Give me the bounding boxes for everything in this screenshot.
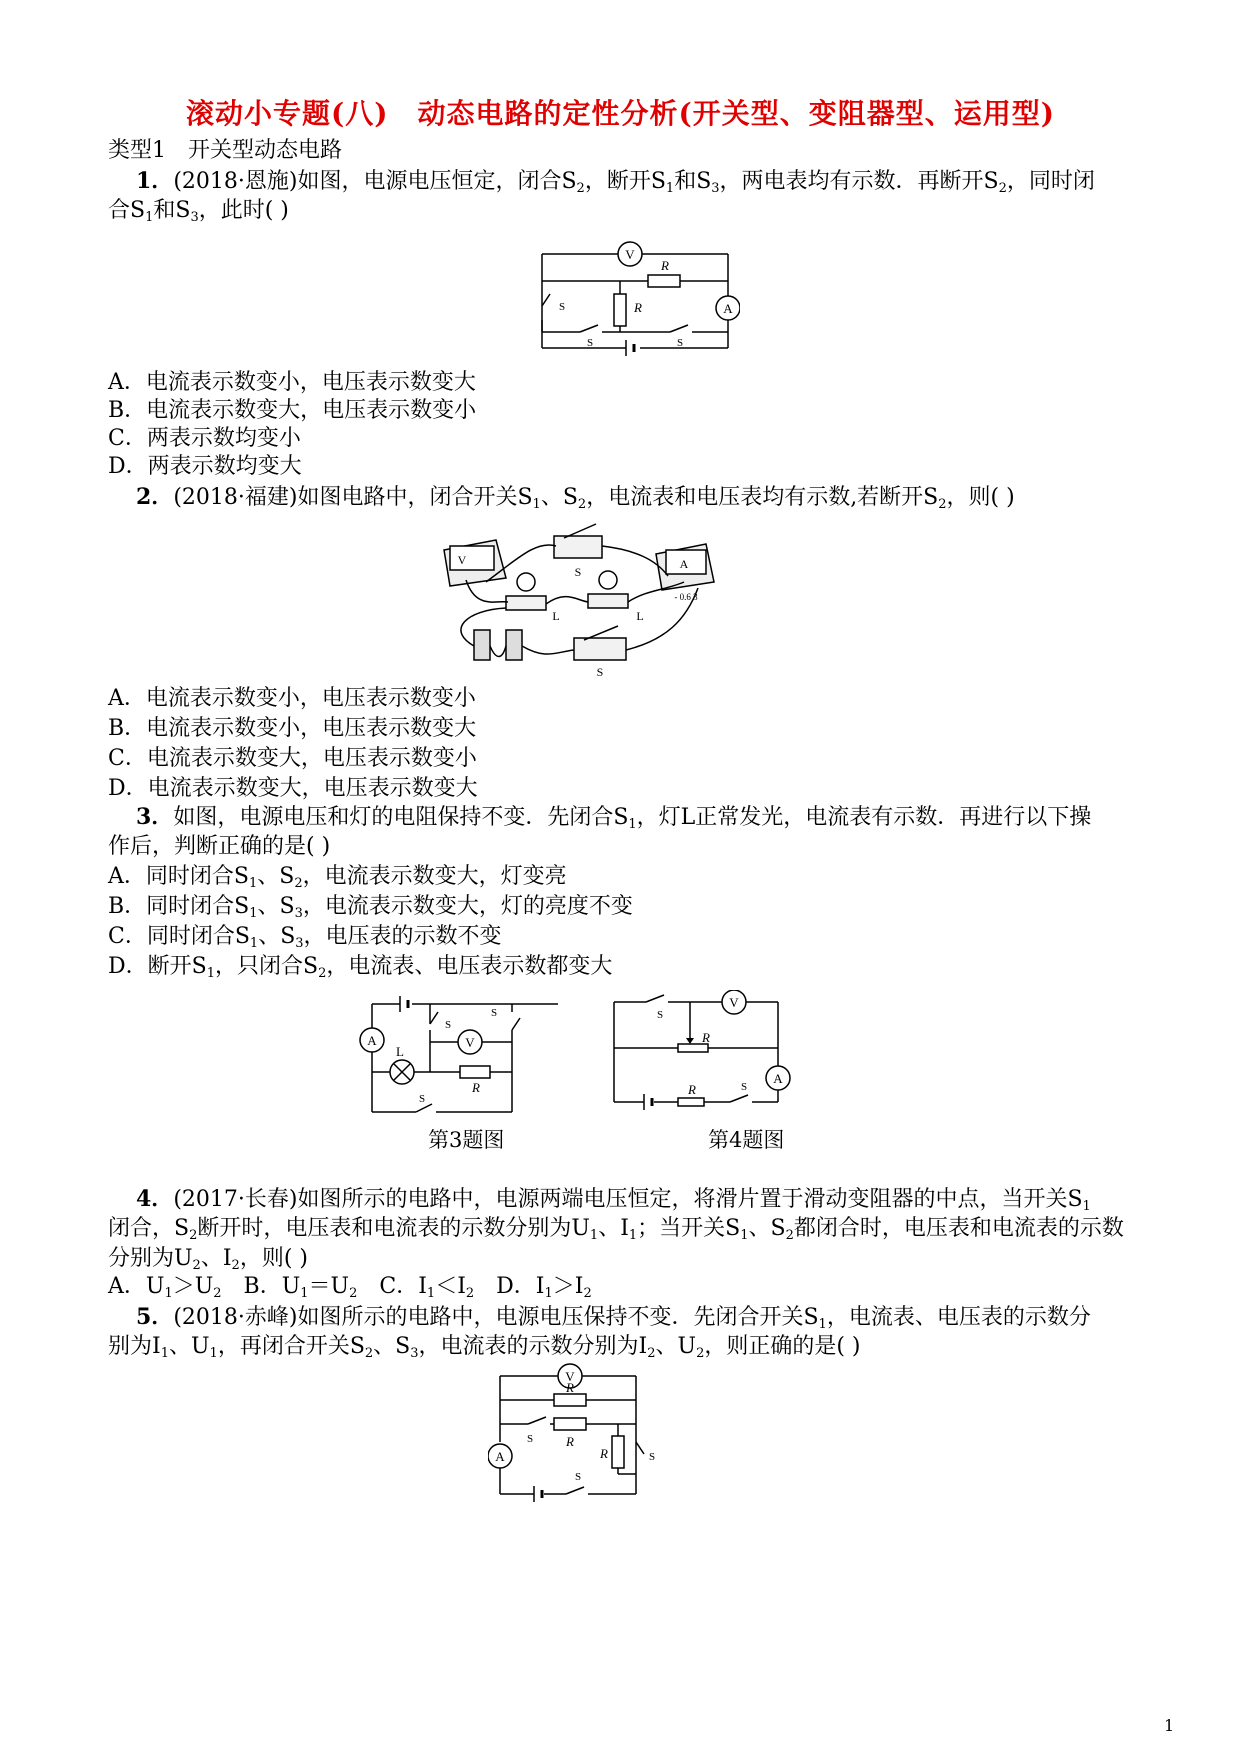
q4-text: ，则( ): [239, 1246, 308, 1271]
sub: 1: [589, 1228, 599, 1243]
sub: 2: [998, 181, 1007, 196]
q3-text: 、S: [258, 924, 296, 949]
resistor-R: [648, 275, 680, 287]
sub: 2: [294, 876, 303, 891]
q4-text: 、S: [748, 1216, 786, 1241]
q4-text: ；当开关S: [637, 1216, 741, 1241]
lamp-L2: [588, 594, 628, 608]
sub: 2: [349, 1286, 358, 1301]
s1-label: S: [574, 1471, 582, 1483]
q5-circuit-diagram: [488, 1362, 678, 1502]
r1-label: R: [566, 1434, 574, 1449]
q4-options[interactable]: [108, 1272, 592, 1302]
sub: 2: [785, 1228, 794, 1243]
q3-stem-line2: 作后，判断正确的是( ): [108, 834, 331, 859]
q1-option-b[interactable]: B．电流表示数变大，电压表示数变小: [108, 398, 477, 423]
q4-source: (2017·长春): [173, 1187, 298, 1212]
sub: 1: [628, 1228, 638, 1243]
q3-text: 如图，电源电压和灯的电阻保持不变．先闭合S: [173, 805, 629, 830]
q1-stem-line1: [136, 166, 1095, 197]
q3-option-b[interactable]: [108, 892, 633, 922]
switch-S2: [554, 536, 602, 558]
sub: 3: [294, 906, 303, 921]
s2-label: S: [656, 1009, 664, 1021]
q1-text: ，此时( ): [198, 198, 289, 223]
voltmeter-label: V: [625, 247, 635, 262]
voltmeter-label: V: [565, 1369, 575, 1384]
q1-text: ，两电表均有示数．再断开S: [719, 169, 999, 194]
q5-stem-line1: [136, 1302, 1091, 1333]
q4-stem-line3: [108, 1244, 308, 1274]
q4-option-b[interactable]: B．U: [221, 1274, 301, 1299]
l1-label: L: [552, 609, 560, 623]
r-label: R: [702, 1030, 710, 1045]
q4-text: 闭合，S: [108, 1216, 190, 1241]
voltmeter-label: V: [457, 553, 467, 567]
battery-1: [474, 630, 490, 660]
q3-text: B．同时闭合S: [108, 894, 250, 919]
q3-text: C．同时闭合S: [108, 924, 250, 949]
q3-stem-line1: [136, 802, 1091, 833]
sub: 1: [818, 1317, 827, 1332]
q4-text: 、I: [200, 1246, 232, 1271]
sub: 1: [665, 181, 675, 196]
sub: 3: [410, 1346, 419, 1361]
s1-label: S: [444, 1019, 452, 1031]
sub: 2: [231, 1258, 240, 1273]
q5-text: ，再闭合开关S: [217, 1334, 365, 1359]
q2-physical-circuit-picture: [436, 520, 786, 680]
s1-label: S: [558, 301, 566, 313]
q4-stem-line2: [108, 1214, 1124, 1244]
sub: 2: [364, 1346, 374, 1361]
q3-option-a[interactable]: [108, 862, 567, 892]
q4-text: 如图所示的电路中，电源两端电压恒定，将滑片置于滑动变阻器的中点，当开关S: [297, 1187, 1083, 1212]
s1-label: S: [596, 665, 604, 679]
sub: 2: [938, 497, 947, 512]
q1-option-d[interactable]: D．两表示数均变大: [108, 454, 302, 479]
q2-text: 、S: [540, 485, 578, 510]
q3-option-c[interactable]: [108, 922, 502, 952]
s3-label: S: [676, 337, 684, 349]
q2-text: ，电流表和电压表均有示数,若断开S: [586, 485, 939, 510]
sub: 2: [696, 1346, 705, 1361]
r1-label: R: [634, 300, 642, 315]
sub: 2: [576, 181, 585, 196]
q4-option-a[interactable]: A．U: [108, 1274, 165, 1299]
q3-text: 、S: [257, 864, 295, 889]
voltmeter-icon: [450, 546, 494, 570]
resistor-R1: [554, 1418, 586, 1430]
sub: 3: [711, 181, 720, 196]
q4-text: 、I: [598, 1216, 629, 1241]
q4-text: 断开时，电压表和电流表的示数分别为U: [197, 1216, 590, 1241]
q3-option-d[interactable]: [108, 952, 612, 982]
q5-text: ，电流表的示数分别为I: [418, 1334, 648, 1359]
q3-text: ，电流表示数变大，灯的亮度不变: [302, 894, 633, 919]
ammeter-label: A: [773, 1071, 783, 1086]
sub: 1: [209, 1346, 218, 1361]
sub: 3: [295, 936, 304, 951]
q4-text: ＞U: [172, 1274, 214, 1299]
q4-text: ＞I: [552, 1274, 584, 1299]
sub: 1: [249, 936, 259, 951]
sub: 1: [248, 876, 258, 891]
q1-number: 1．: [136, 168, 174, 194]
voltmeter-label: V: [729, 995, 739, 1010]
q4-text: 都闭合时，电压表和电流表的示数: [793, 1216, 1124, 1241]
q3-caption: 第3题图: [428, 1128, 505, 1152]
q4-text: ＜I: [435, 1274, 466, 1299]
q2-option-b[interactable]: B．电流表示数变小，电压表示数变大: [108, 716, 477, 741]
ammeter-label: A: [367, 1033, 377, 1048]
q2-option-c[interactable]: C．电流表示数变大，电压表示数变小: [108, 746, 477, 771]
q3-text: A．同时闭合S: [108, 864, 249, 889]
q3-text: ，只闭合S: [215, 954, 319, 979]
section-heading: 类型1 开关型动态电路: [108, 138, 342, 163]
s1-label: S: [740, 1081, 748, 1093]
sub: 1: [628, 817, 637, 832]
q4-text: ＝U: [308, 1274, 350, 1299]
q3-text: ，电流表示数变大，灯变亮: [302, 864, 567, 889]
r-label: R: [472, 1080, 480, 1095]
lamp-label: L: [396, 1044, 404, 1059]
sub: 1: [160, 1346, 169, 1361]
voltmeter-label: V: [465, 1035, 475, 1050]
q5-text: 、S: [373, 1334, 411, 1359]
q2-stem: [136, 482, 1015, 513]
sub: 2: [647, 1346, 656, 1361]
ammeter-label: A: [723, 301, 733, 316]
q1-text: 和S: [674, 169, 712, 194]
page-number: 1: [1164, 1716, 1175, 1735]
q5-text: 别为I: [108, 1334, 161, 1359]
q4-circuit-diagram: [606, 990, 816, 1114]
q4-text: 分别为U: [108, 1246, 193, 1271]
q2-source: (2018·福建): [173, 485, 298, 510]
q5-text: ，则正确的是( ): [704, 1334, 861, 1359]
battery-2: [506, 630, 522, 660]
rheostat-R: [678, 1044, 708, 1052]
r2-label: R: [600, 1446, 608, 1461]
sub: 2: [583, 1286, 592, 1301]
q2-option-d[interactable]: D．电流表示数变大，电压表示数变大: [108, 776, 478, 801]
resistor-R0: [678, 1098, 704, 1106]
q2-number: 2．: [136, 484, 174, 510]
sub: 1: [544, 1286, 553, 1301]
q1-text: 合S: [108, 198, 146, 223]
q1-text: 和S: [153, 198, 191, 223]
sub: 2: [318, 966, 327, 981]
q4-option-c[interactable]: C．I: [357, 1274, 427, 1299]
q4-option-d[interactable]: D．I: [474, 1274, 545, 1299]
q2-text: ，则( ): [946, 485, 1015, 510]
r-label: R: [661, 258, 669, 273]
ammeter-scale: - 0.6 3: [674, 592, 698, 602]
l2-label: L: [636, 609, 644, 623]
q4-caption: 第4题图: [708, 1128, 785, 1152]
sub: 1: [206, 966, 215, 981]
resistor-R1: [614, 294, 626, 326]
q4-number: 4．: [136, 1186, 174, 1212]
sub: 1: [249, 906, 258, 921]
q3-circuit-diagram: [352, 990, 578, 1124]
switch-S1: [574, 638, 626, 660]
q5-number: 5．: [136, 1304, 174, 1330]
sub: 1: [145, 210, 154, 225]
q3-text: 、S: [257, 894, 295, 919]
s2-label: S: [586, 337, 594, 349]
sub: 1: [426, 1286, 436, 1301]
q1-text: ，断开S: [584, 169, 666, 194]
sub: 1: [164, 1286, 173, 1301]
sub: 2: [577, 497, 587, 512]
sub: 1: [740, 1228, 749, 1243]
resistor-R3: [554, 1394, 586, 1406]
sub: 1: [300, 1286, 309, 1301]
sub: 1: [532, 497, 541, 512]
q3-text: ，电流表、电压表示数都变大: [326, 954, 613, 979]
q5-text: 如图所示的电路中，电源电压保持不变．先闭合开关S: [297, 1305, 819, 1330]
q5-stem-line2: [108, 1332, 861, 1362]
q2-option-a[interactable]: A．电流表示数变小，电压表示数变小: [108, 686, 476, 711]
q3-text: ，灯L正常发光，电流表有示数．再进行以下操: [636, 805, 1092, 830]
r3-label: R: [566, 1380, 574, 1395]
sub: 3: [190, 210, 199, 225]
sub: 2: [465, 1286, 475, 1301]
ammeter-label: A: [679, 557, 689, 571]
sub: 2: [189, 1228, 198, 1243]
page-title: 滚动小专题(八) 动态电路的定性分析(开关型、变阻器型、运用型): [186, 97, 1055, 130]
sub: 1: [1082, 1199, 1091, 1214]
s2-label: S: [490, 1007, 498, 1019]
r0-label: R: [688, 1082, 696, 1097]
q5-text: 、U: [655, 1334, 697, 1359]
q1-option-c[interactable]: C．两表示数均变小: [108, 426, 301, 451]
resistor-R2: [612, 1436, 624, 1468]
q3-text: D．断开S: [108, 954, 207, 979]
lamp-L1: [506, 596, 546, 610]
q3-text: ，电压表的示数不变: [303, 924, 502, 949]
q3-number: 3．: [136, 804, 174, 830]
sub: 2: [213, 1286, 222, 1301]
q5-source: (2018·赤峰): [173, 1305, 298, 1330]
ammeter-label: A: [495, 1449, 505, 1464]
s2-label: S: [574, 565, 582, 579]
q2-text: 如图电路中，闭合开关S: [297, 485, 533, 510]
q4-stem-line1: [136, 1184, 1091, 1215]
resistor-R: [460, 1066, 490, 1078]
q5-text: ，电流表、电压表的示数分: [826, 1305, 1091, 1330]
q1-text: ，同时闭: [1006, 169, 1095, 194]
sub: 2: [192, 1258, 201, 1273]
s3-label: S: [418, 1093, 426, 1105]
q1-text: 如图，电源电压恒定，闭合S: [297, 169, 577, 194]
q5-text: 、U: [168, 1334, 210, 1359]
q1-circuit-diagram: [530, 236, 740, 366]
s2-label: S: [648, 1451, 656, 1463]
q1-option-a[interactable]: A．电流表示数变小，电压表示数变大: [108, 370, 476, 395]
q1-stem-line2: [108, 196, 289, 226]
s3-label: S: [526, 1433, 534, 1445]
q1-source: (2018·恩施): [173, 169, 298, 194]
